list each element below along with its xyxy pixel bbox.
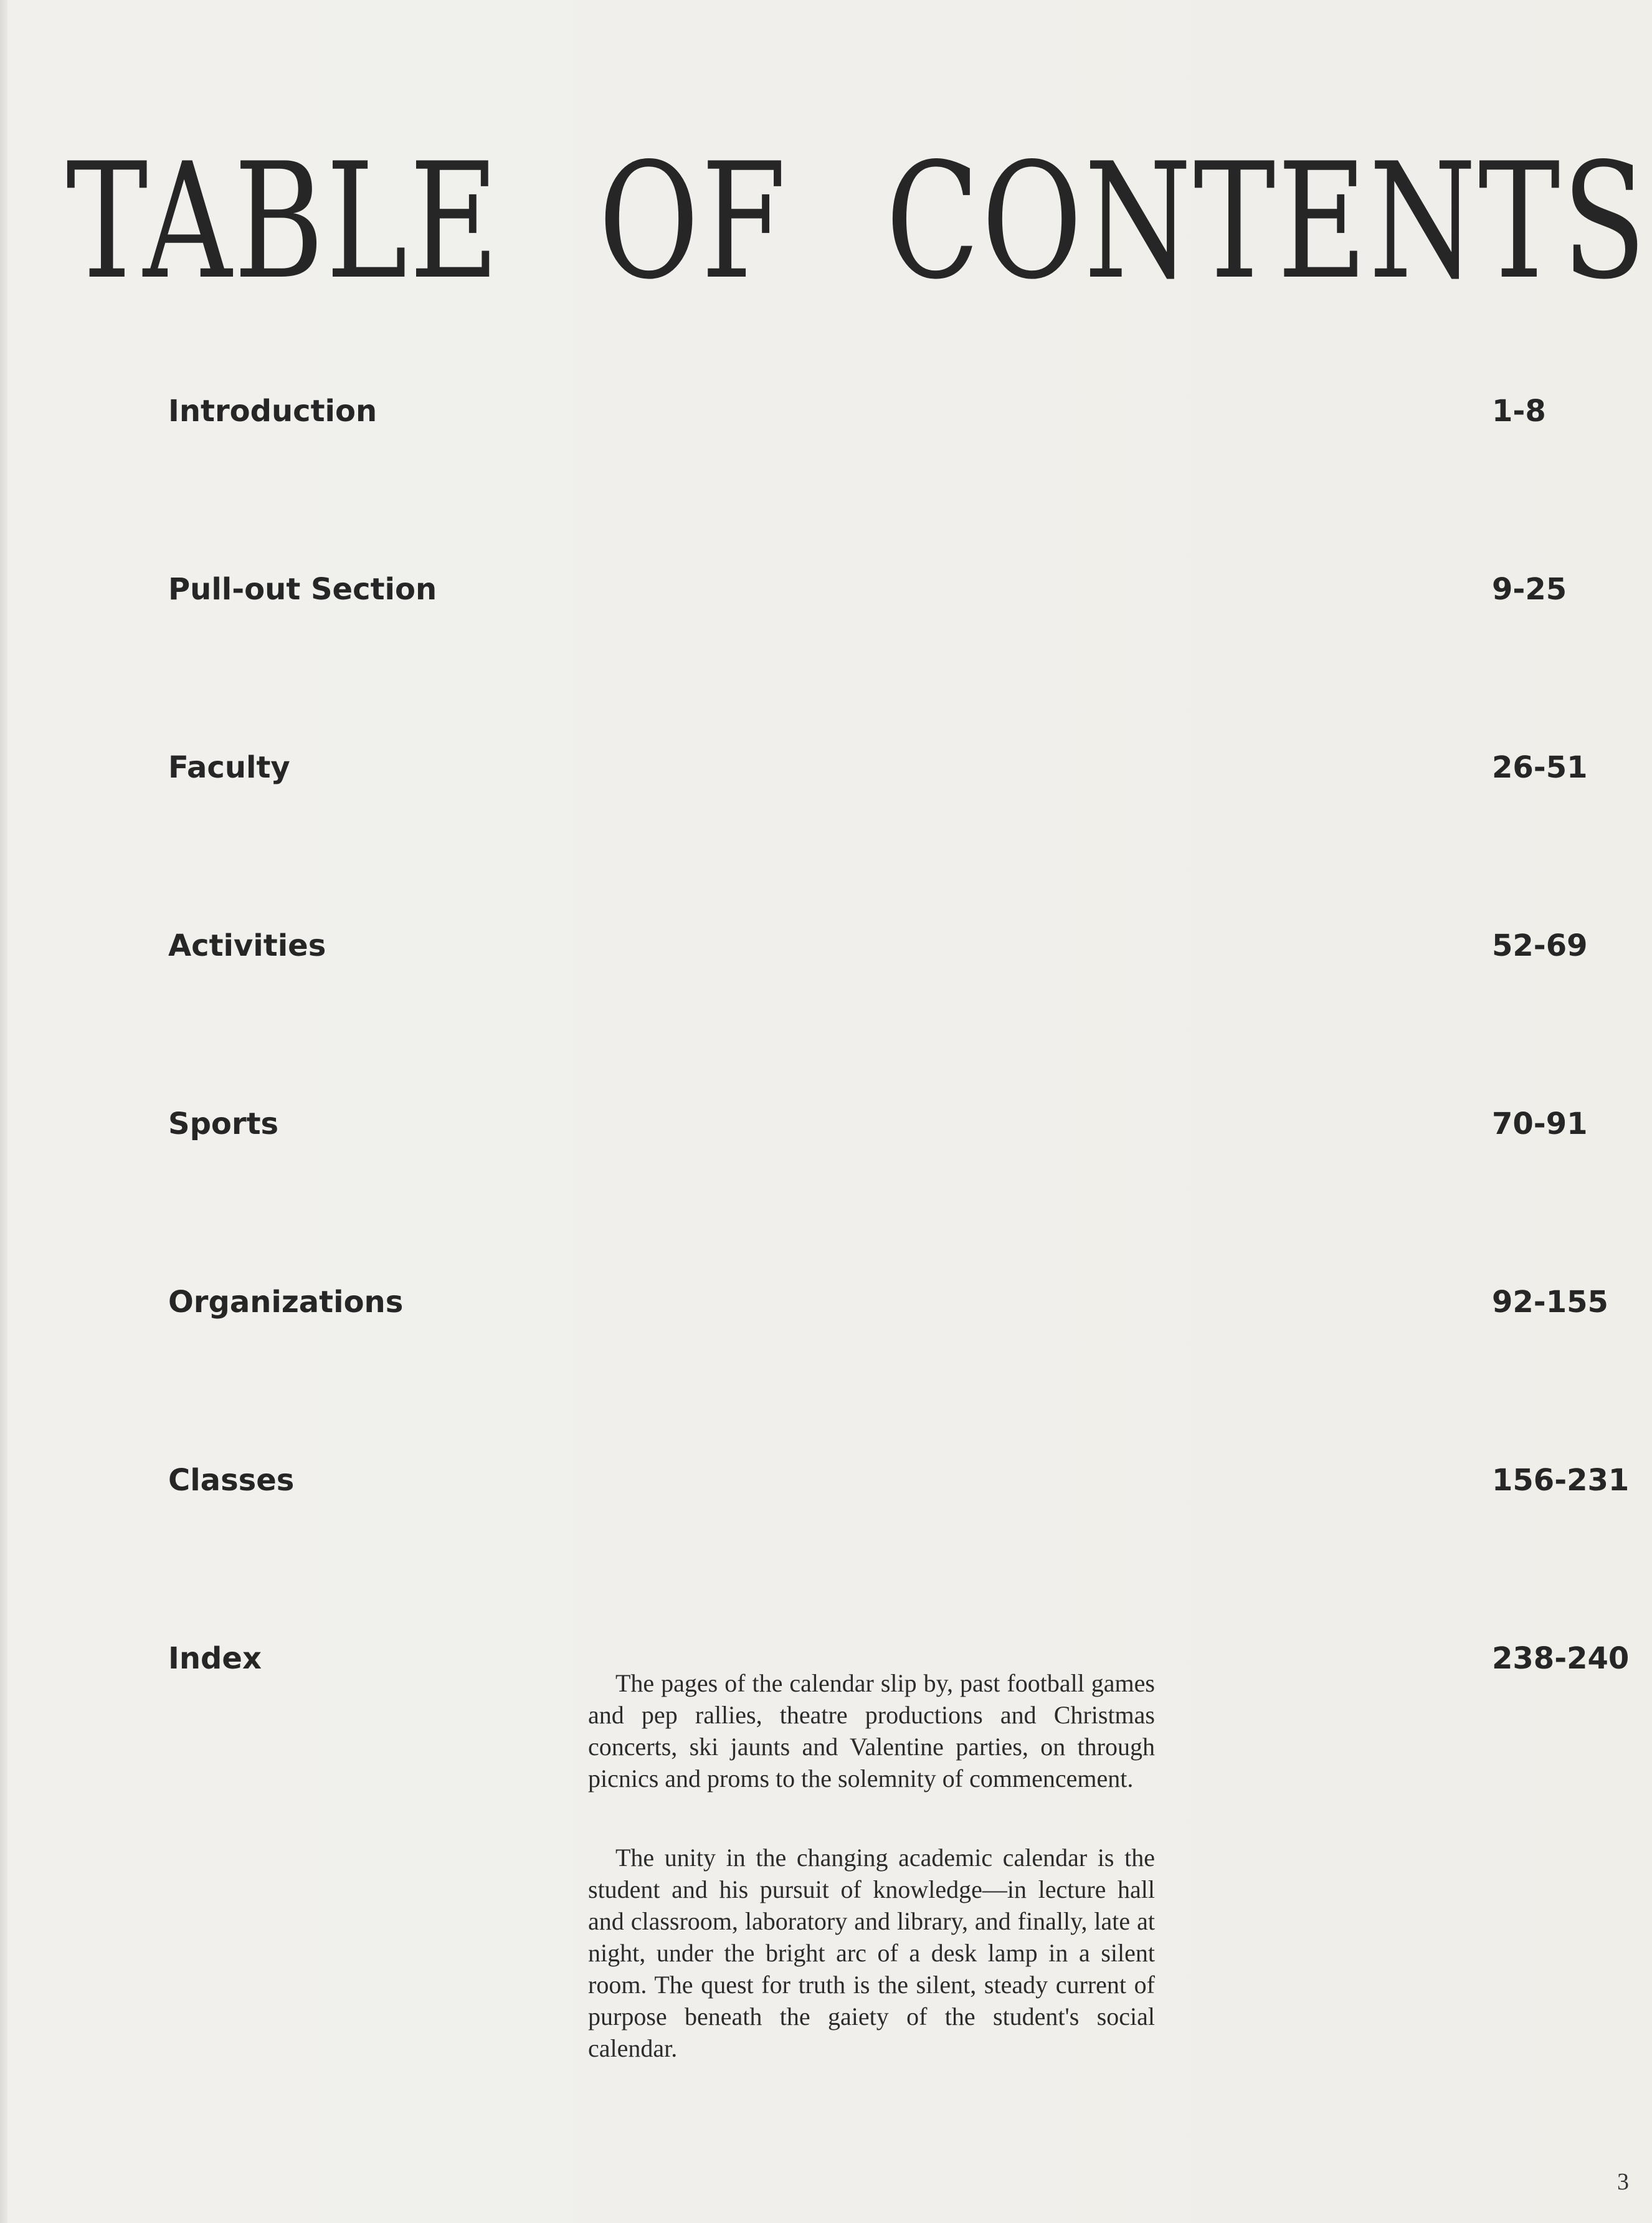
toc-entry-pages: 70-91 xyxy=(1492,1107,1588,1141)
toc-entry-label: Sports xyxy=(168,1107,279,1141)
toc-entry-pages: 238-240 xyxy=(1492,1641,1630,1676)
toc-entry-pages: 26-51 xyxy=(1492,750,1588,785)
toc-entry-label: Classes xyxy=(168,1463,295,1498)
toc-entry-pages: 156-231 xyxy=(1492,1463,1630,1498)
toc-entry-pages: 1-8 xyxy=(1492,394,1546,429)
toc-entry-label: Activities xyxy=(168,928,326,963)
intro-paragraph: The pages of the calendar slip by, past football games and pep rallies, theatre productions and Christmas concerts, ski jaunts and Valentine parties, on through picnics and proms to the solemnity of commencement. xyxy=(588,1669,1155,1792)
toc-entry-label: Pull-out Section xyxy=(168,572,437,607)
page-title: TABLE OF CONTENTS xyxy=(66,129,1648,315)
page-number: 3 xyxy=(1617,2169,1629,2195)
intro-paragraph: The unity in the changing academic calendar is the student and his pursuit of knowledge—in lecture hall and classroom, laboratory and library, and finally, late at night, under the bright arc of a desk lamp in a silent room. The quest for truth is the silent, steady current of purpose beneath the gaiety of the student's social calendar. xyxy=(588,1844,1155,2062)
toc-entry-label: Organizations xyxy=(168,1285,404,1320)
toc-entry-label: Index xyxy=(168,1641,262,1676)
toc-entry-label: Introduction xyxy=(168,394,377,429)
toc-entry-pages: 9-25 xyxy=(1492,572,1567,607)
toc-entry-label: Faculty xyxy=(168,750,290,785)
toc-entry-pages: 92-155 xyxy=(1492,1285,1608,1320)
binding-shadow xyxy=(0,0,7,2223)
toc-entry-pages: 52-69 xyxy=(1492,928,1588,963)
